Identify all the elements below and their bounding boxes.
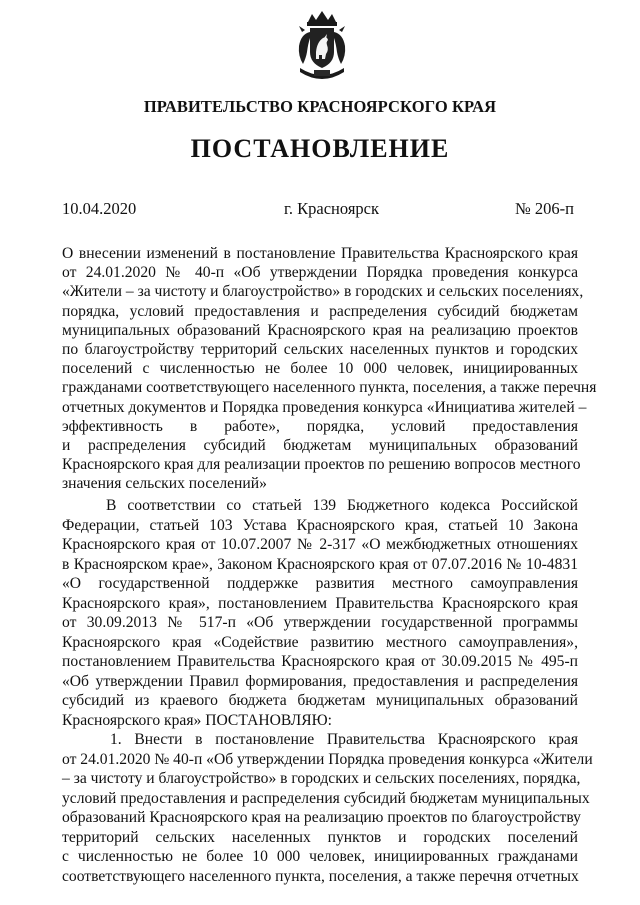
- body-line: соответствующего населенного пункта, поселения, а также перечня отчетных: [62, 867, 579, 885]
- document-subject: [62, 244, 597, 493]
- body-line: Красноярского края «Содействие развитию местного самоуправления»,: [62, 633, 578, 651]
- coat-of-arms-graphic: [290, 8, 354, 84]
- subject-line: Красноярского края для реализации проектов по решению вопросов местного: [62, 456, 581, 474]
- body-line: 1. Внести в постановление Правительства Красноярского края: [110, 731, 578, 748]
- body-line: с численностью не более 10 000 человек, инициированных гражданами: [62, 848, 578, 865]
- document-date: 10.04.2020: [62, 199, 137, 218]
- body-line: Федерации, статьей 103 Устава Красноярского края, статьей 10 Закона: [62, 516, 578, 534]
- body-line: Красноярского края» ПОСТАНОВЛЯЮ:: [62, 711, 333, 729]
- body-line: В соответствии со статьей 139 Бюджетного кодекса Российской: [106, 497, 578, 514]
- body-line: Красноярского края от 10.07.2007 № 2-317 «О межбюджетных отношениях: [62, 536, 578, 553]
- subject-line: эффективность в работе», порядка, условий предоставления: [62, 417, 578, 435]
- subject-line: О внесении изменений в постановление Правительства Красноярского края: [62, 245, 578, 262]
- coat-of-arms-icon: [290, 8, 354, 84]
- subject-line: и распределения субсидий бюджетам муниципальных образований: [62, 436, 578, 454]
- body-line: территорий сельских населенных пунктов и городских поселений: [62, 828, 578, 846]
- document-city: г. Красноярск: [284, 199, 380, 218]
- subject-line: по благоустройству территорий сельских населенных пунктов и городских: [62, 340, 578, 358]
- body-line: «О государственной поддержке развития местного самоуправления: [62, 575, 578, 592]
- body-line: – за чистоту и благоустройство» в городских и сельских поселениях, порядка,: [62, 770, 581, 787]
- subject-line: порядка, условий предоставления и распределения субсидий бюджетам: [62, 302, 578, 320]
- document-body: [62, 496, 593, 886]
- subject-line: от 24.01.2020 № 40-п «Об утверждении Порядка проведения конкурса: [62, 264, 578, 282]
- body-line: условий предоставления и распределения субсидий бюджетам муниципальных: [62, 789, 590, 807]
- body-line: Красноярского края», постановлением Правительства Красноярского края: [62, 594, 578, 612]
- body-line: в Красноярском крае», Законом Красноярского края от 07.07.2016 № 10-4831: [62, 555, 578, 573]
- subject-line: значения сельских поселений»: [62, 475, 267, 493]
- subject-line: поселений с численностью не более 10 000 человек, инициированных: [62, 360, 578, 378]
- body-line: образований Красноярского края на реализацию проектов по благоустройству: [62, 809, 581, 826]
- body-line: постановлением Правительства Красноярского края от 30.09.2015 № 495-п: [62, 653, 578, 670]
- body-line: субсидий из краевого бюджета бюджетам муниципальных образований: [62, 692, 578, 709]
- document-number: № 206-п: [515, 199, 574, 218]
- government-title: ПРАВИТЕЛЬСТВО КРАСНОЯРСКОГО КРАЯ: [143, 97, 497, 116]
- document-meta-row: [62, 199, 574, 221]
- body-line: «Об утверждении Правил формирования, предоставления и распределения: [62, 672, 578, 690]
- body-line: от 30.09.2013 № 517-п «Об утверждении государственной программы: [62, 614, 578, 631]
- subject-line: отчетных документов и Порядка проведения конкурса «Инициатива жителей –: [62, 398, 587, 416]
- subject-line: муниципальных образований Красноярского края на реализацию проектов: [62, 321, 578, 339]
- body-line: от 24.01.2020 № 40-п «Об утверждении Порядка проведения конкурса «Жители: [62, 750, 593, 768]
- subject-line: «Жители – за чистоту и благоустройство» в городских и сельских поселениях,: [62, 283, 584, 301]
- subject-line: гражданами соответствующего населенного пункта, поселения, а также перечня: [62, 379, 597, 397]
- document-type-heading: ПОСТАНОВЛЕНИЕ: [190, 134, 450, 163]
